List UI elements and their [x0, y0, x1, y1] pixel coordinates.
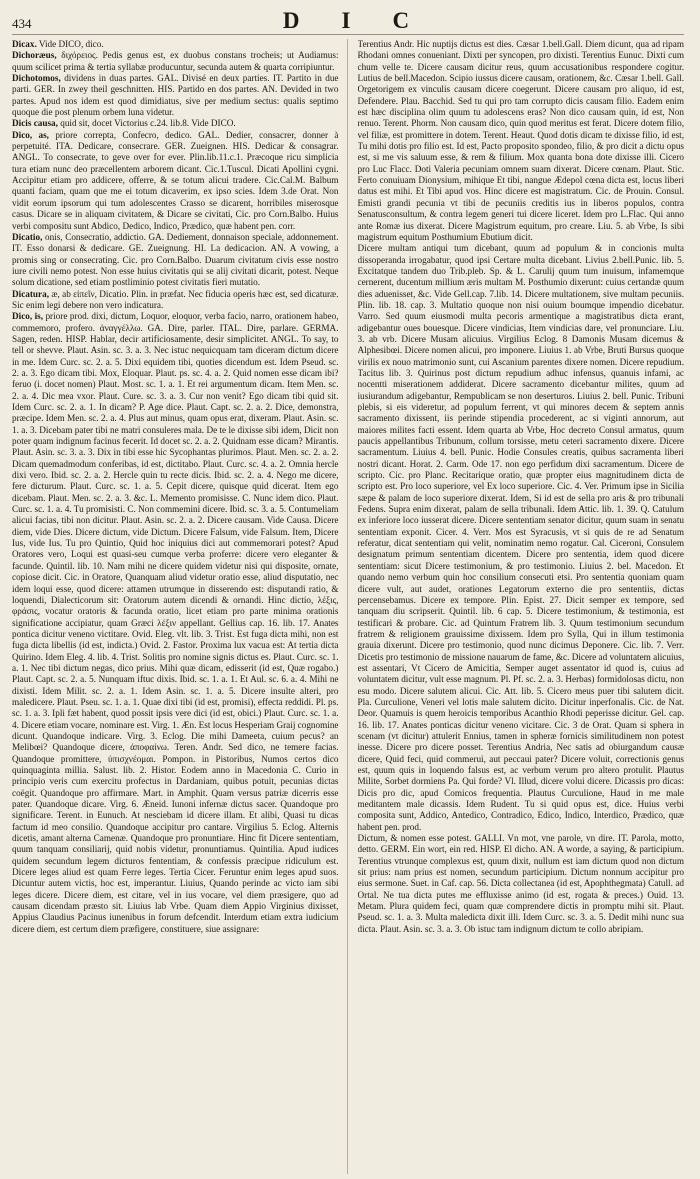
dictionary-entry	[12, 39, 339, 50]
left-column	[12, 39, 348, 1174]
running-head	[72, 8, 624, 34]
dictionary-entry	[358, 833, 685, 935]
entry-text: Dicere multam antiqui tum dicebant, quum ad populum & in concionis multa dissoperanda irrogabatur, quod ipsi Certare multa dicebant. Livius 2.bell.Punic. lib. 5. Excitatque tandem duo Trib.pleb. Sp. & L. Carulij quum tum inuisum, infamemque cernerent, ducentum millium æris multam M. Posthumio dixerunt: cuius certandæ quum dies aduenisset, &c. Vide Gell.cap. 7.lib. 14. Dicere multationem, sive multam pecuniis. Plin. lib. 18. cap. 3. Multatio quoque non nisi ouium boumque impendio dicebatur. Varro. Sed quum eiusmodi multa pecoris armentique a magistratibus dicta erant, adigebantur oues bouesque. Dicere vindicias, Item vindicias dare, vel pronunciare. Liu. 3. ab vrb. Dicere Musam alicuius. Virgilius Eclog. 8 Damonis Musam dicemus & Alphesibœi. Dicere nomen alicui, pro imponere. Liuius 1. ab Vrbe, Bruti Bursus quoque virilis ex nouo matrimonio sunt, cui Ascanium parentes dixere nomen. Dicere repudium. Tacitus lib. 3. Quirinus post dictum repudium adhuc infensus, quanuis infami, ac nocentti miserationem addiderat. Dicere sacramento dicebantur milites, quum ad iusiurandum adigebantur, Rempublicam se non deserturos. Liuius 2. bell. Punic. Tribuni plebis, si eis videretur, ad populum ferrent, vt qui minores decem & septem annis sacramento dixissent, iis perinde stipendia procederent, ac si viginti annorum, aut maiores milites facti essent. Idem quarta ab Vrbe, Hoc decreto Consul armatus, quum paucis appellantibus Tribunum, collum torsisse, metu ceteri sacramento dixere. Dicere sacramentum. Liuius 4. bell. Punic. Hodie Consules creatis, quibus sacramenta liberi nostri dicant. Horat. 2. Carm. Ode 17. non ego perfidum dixi sacramentum. Dicere de scripto. Cic. pro Planc. Recitarique oratio, quæ propter eius magnitudinem dicta de scripto est. Pro loco superiore, vel Ex loco superiore. Cic. 4. Ver. Primum ipse in Sicilia sæpe & palam de loco superiore dixerat. Idem, Si id est de sella pro aris & pro tribunali Fedens. Supra enim dixerat, palam de sella tribunali. Idem Attic. lib. 1. 39. Q. Catulum ex inferiore loco iusserat dicere. Dicere sententiam senator dicitur, quum suam in senatu sententiam exponit. Cicer. 4. Verr. Mos est Syracusis, vt si quis de re ad Senatum referatur, dicat sententiam qui velit, nominatim nemo rogatur. Cal. Ciceroni, Consulem designatum primum sententiam dicentem. Dicere pro sententia, idem quod dicere sententiam: sicut Dicere testimonium, & pro testimonio. Liuius 2. bel. Macedon. Et quando nemo verbum quin hoc consilium consecuti etsi. Pro sententia quoniam quam dicere vult, aut audet, orationes Legatorum externo die pro sententiis, dictas percensebamus. Dicere ex tempore. Plin. Epist. 27. Dicit semper ex tempore, sed tanquam diu scripserit. Quintil. lib. 6 cap. 5. Dicere testimonium, & testimonia, est testificari & probare. Cic. ad Quintum Fratrem lib. 3. Quum testimonium secundum fratrem & religionem grauissime dixissem. Idem pro Sylla, Qui in illum testimonia grauia dixerunt. Dicere pro testimonio, quod nunc dicimus Deponere. Cic. lib. 7. Verr. Dicetis pro testimonio de missione nauarum de fame, &c. Dicere ad voluntatem alicuius, est assentari, Vt Cicero de Amicitia, Semper auget assentator id quod is, cuius ad voluntatem dicitur, vult esse magnum. Pl. Pf. sc. 2. a. 3. Herbas) formidolosas dictu, non esu modo. Dicere salutem alicui. Cic. Att. lib. 5. Cicero meus puer tibi salutem dicit. Pla. Curculione, Veneri vel lotis male salutem dicito. Dicitur inperfonalis. Cic. de Nat. Deor. Quamuis is quem heroicis temporibus Acanthio Rhodi peperisse dicitur. Gel. cap. 16. lib. 17. Anates ponticas dicitur veneno vicitare. Cic. 3 de Orat. Quam si sphera in scenam (vt dicitur) attulerit Ennius, tamen in spheræ fornicis similitudinem non potest inesse. Dicere pro dicere posset. Terentius Andria, Nec satis ad obiurgandum causæ dicere, Quid feci, quid commerui, aut peccaui pater? Dicere voluit, correctionis genus est, quum quis in loquendo falsus est, ac verbum verum pro altero protulit. Plautus Milite, Sorbet dormiens Pa. Qui forde? Vl. Illud, dicere volui dicere. Dicassis pro dicas: Dicis pro dic, apud Comicos frequentia. Plautus Curculione, Haud in me male meditantem male dicassis. Idem Rudent. Tu si quid opus est, dice. Huius verbi composita sunt, Addico, Antedico, Contradico, Edico, Indico, Interdico, Prædico, quæ habent pen. prod.	[357, 243, 684, 832]
dictionary-entry	[12, 289, 339, 312]
entry-headword: Dico, is,	[12, 311, 44, 322]
entry-headword: Dicax.	[12, 39, 37, 49]
dictionary-entry	[12, 311, 339, 935]
entry-headword: Dicis causa,	[12, 118, 58, 129]
entry-text: quid sit, docet Victorius c.24. lib.8. Vide DICO.	[57, 118, 236, 129]
entry-text: onis, Consecratio, addictio. GA. Dediement, donnaison speciale, addonnement. IT. Esso donarsi & dedicare. GE. Zueignung. HI. La dedicacion. AN. A vowing, a promis sing or consecrating. Cic. pro Corn.Balbo. Duarum civitatum civis esse nostro iure civili nemo potest. Non esse huius civitatis qui se alij civitati dicarit, potest. Neque solum dicatione, sed etiam postliminio potest civitatis fieri mutatio.	[12, 231, 339, 288]
entry-text: Vide DICO, dico.	[36, 39, 104, 49]
running-head-letter: D	[282, 8, 304, 33]
entry-headword: Dichoræus,	[12, 50, 57, 61]
running-head-letter: I	[341, 8, 355, 33]
entry-headword: Dicatio,	[12, 231, 43, 242]
page-number: 434	[12, 16, 32, 31]
entry-headword: Dichotomos,	[12, 73, 61, 84]
dictionary-entry	[12, 50, 339, 73]
dictionary-entry	[12, 73, 339, 118]
right-column	[358, 39, 685, 1174]
entry-text: priore prod. dixi, dictum, Loquor, eloquor, verba facio, narro, orationem habeo, commemoro, profero. ἀναγγέλλω. GA. Dire, parler. ITAL. Dire, parlare. GERMA. Sagen, reden. HISP. Hablar, decir artificiosamente, desir simplicitet. ANGL. To say, to tell or shevve. Plaut. Asin. sc. 3. a. 3. Nec istuc nequicquam tam diceram dictum dicere in me. Idem Curc. sc. 2. a. 5. Dixi equidem tibi, quoties dicendum est. Idem Pseud. sc. 2. a. 3. Ego dicam tibi. Mox, Eloquar. Plaut. ps. sc. 4. a. 2. Quid nomen esse dicam ibi? feruo (i. docet nomen) Plaut. Most. sc. 1. a. 1. Et rei argumentum dicam. Item Men. sc. 2. a. 4. Dic mea vxor. Plaut. Cure. sc. 3. a. 3. Cur non venit? Ego dicam tibi quid sit. Idem Curc. sc. 2. a. 1. In dicam? P. Age dice. Plaut. Capt. sc. 2. a. 2. Dice, demonstra, præcipe. Idem Men. sc. 2. a. 4. Plus aut minus, quam opus erat, dixeram. Plaut. Asin. sc. 1. a. 3. Dicebam pater tibi ne matri consuleres mala. De te le dixisse sibi idem, Dicit non poter quam indignum facinus fecerit. Id docet sc. 2. a. 2. Quidnam esse dicam? Mirantis. Plaut. Asin. sc. 3. a. 3. Dix in tibi esse hic Sycophantas plurimos. Plaut. Men. sc. 2. a. 2. Dicam quemadmodum conferibas, id est, dictitabo. Plaut. Curc. sc. 4. a. 2. Omnia hercle dixi vero. Ibid. sc. 2. a. 2. Hercle quin tu recte dicis. Ibid. sc. 2. a. 4. Nego me dicere, fere dicturum. Plaut. Curc. sc. 1. a. 5. Cepit dicere, quisque quid dicerat. Item ego dicebam. Plaut. Men. sc. 2. a. 3. &c. L. Memento promisisse. C. Nunc idem dico. Plaut. Curc. sc. 1. a. 4. Tu promisisti. C. Non commemini dicere. Ibid. sc. 3. a. 5. Contumeliam alicui facias, tibi non dicitur. Plaut. Asin. sc. 2. a. 2. Dicere causam. Vide Causa. Dicere diem, vide Dies. Dicere dictum, vide Dictum. Dicere Falsum, vide Falsum. Item, Dicere Ius, vide Ius. Tu pro Quintio, Quid hoc iniquius dici aut commemorari potest? Apud Oratores vero, Loqui est quasi-seu cumque verba proferre: dicere vero eleganter & facunde. Quintil. lib. 10. Nam mihi ne dicere quidem videtur nisi qui disposite, ornate, copiose dicit. Cic. in Oratore, Quanquam aliud videtur oratio esse, aliud disputatio, nec idem loqui esse, quod dicere: attamen utrumque in disserendo est: disputandi ratio, & loquendi, Dialecticorum sit: Oratorum autem dicendi & ornandi. Hinc dictio, λέξις, φράσις, vocatur oratoris & facunda oratio, licet etiam pro parte minima orationis significatione accipiatur, quam Græci λέξιν appellant. Gellius cap. 16. lib. 17. Anates pontica dicitur veneno victitare. Ovid. Eleg. vlt. lib. 3. Trist. Est fuga dicta mihi, non est fuga dicta libellis (id est, indicta.) Ovid. 2. Fastor. Proxima lux vacua est: At tertia dicta Quirino. Idem Eleg. 4. lib. 4. Trist. Solitis pro nomine signis dictus es. Plaut. Curc. sc. 1. a. 1. Nec tibi dictum negas, dico prius. Mihi quæ dicam, edisserit (id est, Quæ rogabo.) Plaut. Capt. sc. 2. a. 5. Nunquam iftuc dixis. Ibid. sc. 1. a. 1. Et Aul. sc. 6. a. 4. Mihi ne dixisti. Idem Milit. sc. 2. a. 1. Idem Asin. sc. 1. a. 5. Dicere insulte alteri, pro maledicere. Plaut. Pseu. sc. 1. a. 1. Quae dixi tibi (id est, promisi), effecta reddidi. Pl. ps. sc. 1. a. 3. Ipli fæt habent, quod possit ipsis vere dici (id est, obici.) Plaut. Curc. sc. 1. a. 4. Dicere etiam vocare, nominare est. Virg. 1. Æn. Est locus Hesperiam Graij cognomine dicunt. Quandoque indicare. Virg. 3. Eclog. Die mihi Dameeta, cuium pecus? an Melibœi? Quandoque dicere, άποφαίνω. Teren. Andr. Sed dico, ne temere facias. Quandoque promittere, ὑπισχνέομαι. Pompon. in Pistoribus, Numos certos dico quinquaginta millia. Salust. lib. 2. Histor. Eodem anno in Macedonia C. Curio in principio veris cum exercitu profectus in Dardaniam, quibus potuit, pecunias dictas coëgit. Quandoque pro affirmare. Mart. in Amphit. Quam versus patriæ dicerris esse pater. Quandoque dicare. Virg. 6. Æneid. Iunoni infernæ dictus sacer. Quandoque pro significare. Terent. in Eunuch. At nesciebam id dicere illam. Et alibi, Quasi tu dicas factum id meo consilio. Quandoque accipitur pro cantare. Virgilius 5. Eclog. Alternis dicetis, amant alterna Camenæ. Quandoque pro pronuntiare. Hinc fit Dicere sententiam, quum tanquam consiliarij, quid nobis videtur, pronuntiamus. Quintilia. Apud iudices quidem secundum legem dicturos fententiam, & confessis præcipue ridiculum est. Dicere leges aliud est quam Ferre leges. Tertia Cicer. Feruntur enim leges apud suos. Dicuntur autem victis, hoc est, imperantur. Liuius, Quando perinde ac victo iam sibi leges dicere. Dicere diem, est citare, vel in ius vocare, vel diem præsigere, quo ad causam dicendam præsto sit. Liuius lab Vrbe. Quam diem Appio Virginius dixisset, Appius Claudius Pacinus iunenibus in forum defcendit. Interdum etiam extra iudicium dicere diem, est certum diem præfigere, constituere, siue assignare:	[12, 311, 339, 934]
running-head-letter: C	[392, 8, 414, 33]
entry-headword: Dico, as,	[12, 129, 49, 140]
entry-text: Dictum, & nomen esse potest. GALLI. Vn mot, vne parole, vn dire. IT. Parola, motto, detto. GERM. Ein wort, ein red. HISP. El dicho. AN. A worde, a saying, & participium. Terentius vtrunque complexus est, quum dixit, nullum est iam dictum quod non dictum sit prius: nam prius est nomen, secundum participium. Dictum nonnum accipitur pro eius sermone. Suet. in Caf. cap. 56. Dicta collectanea (id est, Apophthegmata) Catull. ad Ortal. Ne tua dicta putes me effluxisse animo (id est, rogata & preces.) Ouid. 13. Metam. Plura quidem feci, quam quæ comprendere dictis in promptu mihi sit. Plaut. Pseud. sc. 1. a. 3. Multa maledicta dixit illi. Idem Curc. sc. 3. a. 5. Dedit mihi nunc sua dicta. Plaut. Asin. sc. 3. a. 3. Ob istuc tam indignum dictum te collo abripiam.	[357, 833, 684, 934]
entry-text: priore correpta, Confecro, dedico. GAL. Dedier, consacrer, donner à perpetuité. ITA. Dedicare, consecrare. GER. Zueignen. HIS. Dedicar & consagrar. ANGL. To consecrate, to geve over for ever. Plin.lib.11.c.1. Præcoque ricu simplicia tura etiam nunc deo præcellentem arborem dicant. Cic.1.Tuscul. Dicati Apollini cygni. Accipitur etiam pro addicere, offerre, & se totum alicui tradere. Cic.Cal.M. Balbum quanti faciam, quam que me ei totum dicaverim, ex ipso scies. Idem 3.de Orat. Non vidit eorum ipsorum qui tum adolescentes Crasso se dicarent, horribiles miserosque casus. Dicare se in aliquam civitatem, & Dicare se civitati, Cic. pro Corn.Balbo. Huius verbi compositu sunt Abdico, Dedico, Indico, Prædico, quæ habent pen. corr.	[12, 129, 339, 231]
entry-text: dividens in duas partes. GAL. Divisé en deux parties. IT. Partito in due parti. GER. In zwey theil geschnitten. HIS. Partido en dos partes. AN. Devided in two partes. Apud nos idem est quod dimidiatus, sive per medium sectus: qualis septimo quoque die post plenum orbem luna videtur.	[12, 73, 339, 118]
dictionary-entry	[12, 118, 339, 129]
dictionary-entry	[358, 243, 685, 833]
entry-text: Terentius Andr. Hic nuptijs dictus est dies. Cæsar 1.bell.Gall. Diem dicunt, qua ad ripam Rhodani omnes conueniant. Dixti per syncopen, pro dixisti. Terentius Eunuc. Dixti cum chum velle te. Dicere causam dicitur reus, quum accusationibus respondere cogitur. Lutius de bell.Macedon. Scipio iussus dicere causam, orationem, &c. Cæsar 1.bell. Gall. Orgetorigem ex vinculis causam dicere coegerunt. Dicere causam pro aliquo, id est, Defendere. Plau. Bacchid. Sed tu qui pro tam corrupto dicis causam filio. Eadem enim est hæc disciplina olim quum tu adolescens eras? Non dico causam quin, id est, Non renuo. Terent. Phorm. Non causam dico, quin quod meritus est ferat. Dicere dotem filio, vel filiæ, est promittere in dotem. Terent. Heaut. Quod dotis dicam te dixisse filio, id est, Tu mihi dotis pro filio est. Id est, Pacto proposito spondeo, filio, & pro dicit a dictu opus est, si me vis saluum esse, & rem & filium. Mox quanta bona dote dixisse illi. Cicero pro Luc Flacc. Doti Valeria pecuniam omnem suam dixerat. Dicere cœnam. Plaut. Stic. Ferto conuiuam Dionysium, mihique Et tibi, nangue Ædepol cœna dicta est, locus liberi datus est mihi. Et Tibi apud vos. Hinc dicere est magistratum. Cic. de Prouin. Consul. Emisti grandi pecunia vt tibi de pecuniis creditis ius in liberos populos, contra Senatusconsultum, & contra legem generi tui dicere liceret. Idem pro L.Flac. Qui anno ante Romæ ius dixerat. Dicere Magistrum equitum, pro creare. Liu. 5. ab Vrbe, Is sibi magistrum equitum Posthumium Ebutium dicit.	[357, 39, 684, 242]
page-header	[12, 8, 684, 35]
entry-text: æ, ab εἰπεῖν, Dicatio. Plin. in præfat. Nec fiducia operis hæc est, sed dicaturæ. Sic enim legi debere non vero indicatura.	[12, 288, 339, 310]
entry-headword: Dicatura,	[12, 288, 49, 299]
dictionary-entry	[12, 130, 339, 232]
entry-text: διχόρειος. Pedis genus est, ex duobus constans trocheis; ut Audiamus: quum scilicet prima & tertia syllabæ producuntur, secunda autem & quarta corripiuntur.	[12, 50, 339, 72]
dictionary-entry	[358, 39, 685, 243]
text-columns	[12, 39, 684, 1174]
dictionary-entry	[12, 232, 339, 289]
